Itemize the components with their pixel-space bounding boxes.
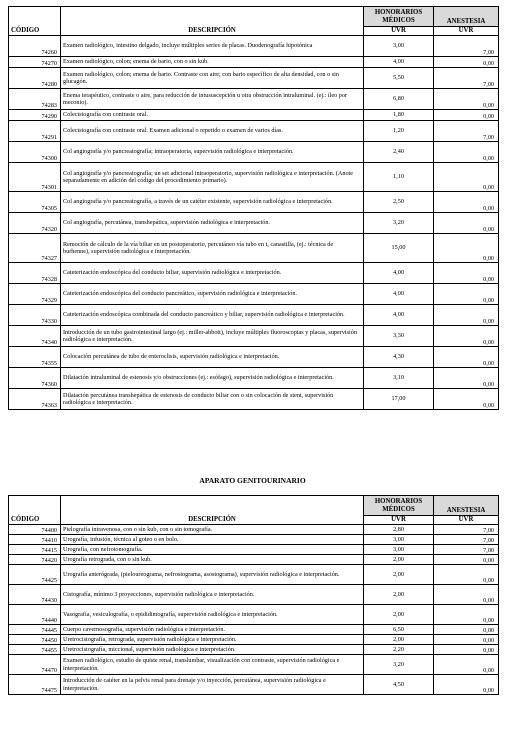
section-title: APARATO GENITOURINARIO <box>199 476 306 485</box>
honorarios-uvr-value: 4,30 <box>364 347 434 368</box>
procedure-description: Cistografía, mínimo 3 proyecciones, supervisión radiológica e interpretación. <box>61 585 364 605</box>
table-row <box>9 163 499 192</box>
procedure-description: Dilatación percutánea transhepática de estenosis de conducto biliar con o sin colocación de stent, supervisión radiológica e interpretación. <box>61 389 364 410</box>
tariff-table-genitourinary <box>8 495 499 695</box>
table-row <box>9 635 499 645</box>
procedure-code: 74270 <box>9 57 61 68</box>
procedure-code: 74291 <box>9 121 61 142</box>
honorarios-uvr-value: 3,20 <box>364 655 434 675</box>
procedure-description: Uretrocistografía, miccional, supervisión radiológica e interpretación. <box>61 645 364 655</box>
procedure-description: Enema terapéutico, contraste o aire, para reducción de intususcepción u otra obstrucción intraluminal. (ej.: íleo por meconio). <box>61 89 364 110</box>
table-row <box>9 565 499 585</box>
procedure-description: Urografía anterógrada, (pieloureograma, nefrostograma, asostograma), supervisión radiológica e interpretación. <box>61 565 364 585</box>
table-row <box>9 36 499 57</box>
anestesia-uvr-value: 0,00 <box>434 565 499 585</box>
procedure-code: 74260 <box>9 36 61 57</box>
procedure-code: 74470 <box>9 655 61 675</box>
anestesia-uvr-value: 7,00 <box>434 545 499 555</box>
table-body <box>9 525 499 695</box>
procedure-code: 74280 <box>9 68 61 89</box>
table-row <box>9 57 499 68</box>
procedure-description: Cateterización endoscópica del conducto biliar, supervisión radiológica e interpretación. <box>61 263 364 284</box>
honorarios-uvr-value: 6,50 <box>364 625 434 635</box>
honorarios-uvr-value: 2,20 <box>364 645 434 655</box>
procedure-description: Col angiografía y/o pancreatografía; un set adicional intraoperatorio, supervisión radiológica e interpretación. (Anote separadamente en adición del código del procedimiento primario). <box>61 163 364 192</box>
honorarios-uvr-value: 15,00 <box>364 234 434 263</box>
table-row <box>9 68 499 89</box>
table-row <box>9 645 499 655</box>
procedure-code: 74450 <box>9 635 61 645</box>
honorarios-uvr-value: 2,00 <box>364 635 434 645</box>
anestesia-uvr-value: 0,00 <box>434 347 499 368</box>
procedure-code: 74355 <box>9 347 61 368</box>
procedure-code: 74301 <box>9 163 61 192</box>
anestesia-uvr-value: 0,00 <box>434 263 499 284</box>
header-uvr-anestesia: UVR <box>434 516 499 525</box>
procedure-code: 74340 <box>9 326 61 347</box>
header-codigo: CÓDIGO <box>9 496 61 525</box>
anestesia-uvr-value: 0,00 <box>434 645 499 655</box>
table-row <box>9 89 499 110</box>
honorarios-uvr-value: 4,00 <box>364 57 434 68</box>
procedure-code: 74415 <box>9 545 61 555</box>
anestesia-uvr-value: 0,00 <box>434 326 499 347</box>
anestesia-uvr-value: 0,00 <box>434 234 499 263</box>
table-row <box>9 213 499 234</box>
procedure-description: Colecistografía con contraste oral. Examen adicional o repetido o examen de varios días. <box>61 121 364 142</box>
procedure-code: 74425 <box>9 565 61 585</box>
table-row <box>9 284 499 305</box>
procedure-description: Examen radiológico, estudio de quiste renal, translumbar, visualización con contraste, supervisión radiológica e interpretación. <box>61 655 364 675</box>
anestesia-uvr-value: 0,00 <box>434 655 499 675</box>
honorarios-uvr-value: 2,00 <box>364 585 434 605</box>
procedure-code: 74329 <box>9 284 61 305</box>
procedure-code: 74420 <box>9 555 61 565</box>
honorarios-uvr-value: 3,10 <box>364 368 434 389</box>
procedure-description: Cuerpo cavernosografía, supervisión radiológica e interpretación. <box>61 625 364 635</box>
procedure-description: Examen radiológico, colon; enema de bario, con o sin kub. <box>61 57 364 68</box>
header-anestesia: ANESTESIA <box>434 7 499 27</box>
procedure-description: Pielografía intravenosa, con o sin kub, con o sin tomografía. <box>61 525 364 535</box>
honorarios-uvr-value: 2,40 <box>364 142 434 163</box>
anestesia-uvr-value: 7,00 <box>434 36 499 57</box>
procedure-code: 74290 <box>9 110 61 121</box>
honorarios-uvr-value: 6,80 <box>364 89 434 110</box>
honorarios-uvr-value: 4,00 <box>364 305 434 326</box>
header-uvr-honorarios: UVR <box>364 27 434 36</box>
procedure-description: Col angiografía y/o pancreatografía, a través de un catéter existente, supervisión radiológica e interpretación. <box>61 192 364 213</box>
anestesia-uvr-value: 0,00 <box>434 305 499 326</box>
procedure-code: 74360 <box>9 368 61 389</box>
header-uvr-honorarios: UVR <box>364 516 434 525</box>
table-row <box>9 305 499 326</box>
procedure-description: Introducción de un tubo gastrointestinal largo (ej.: miller-abbott), incluye múltiples fluoroscopias y placas, supervisión radiológica e interpretación. <box>61 326 364 347</box>
honorarios-uvr-value: 17,00 <box>364 389 434 410</box>
procedure-description: Cateterización endoscópica del conducto pancreático, supervisión radiológica e interpretación. <box>61 284 364 305</box>
honorarios-uvr-value: 1,10 <box>364 163 434 192</box>
procedure-description: Cateterización endoscópica combinada del conducto pancreático y biliar, supervisión radiológica e interpretación. <box>61 305 364 326</box>
honorarios-uvr-value: 4,50 <box>364 675 434 695</box>
honorarios-uvr-value: 4,00 <box>364 263 434 284</box>
procedure-description: Vasografía, vesiculografía, o epididimografía, supervisión radiológica e interpretación. <box>61 605 364 625</box>
header-descripcion: DESCRIPCIÓN <box>61 496 364 525</box>
table-row <box>9 555 499 565</box>
procedure-code: 74305 <box>9 192 61 213</box>
procedure-code: 74363 <box>9 389 61 410</box>
procedure-description: Urografía retrograda, con o sin kub. <box>61 555 364 565</box>
table-row <box>9 142 499 163</box>
table-row <box>9 545 499 555</box>
table-row <box>9 625 499 635</box>
anestesia-uvr-value: 0,00 <box>434 555 499 565</box>
procedure-code: 74455 <box>9 645 61 655</box>
procedure-code: 74400 <box>9 525 61 535</box>
table-row <box>9 110 499 121</box>
anestesia-uvr-value: 7,00 <box>434 525 499 535</box>
header-anestesia: ANESTESIA <box>434 496 499 516</box>
procedure-code: 74300 <box>9 142 61 163</box>
anestesia-uvr-value: 0,00 <box>434 89 499 110</box>
anestesia-uvr-value: 0,00 <box>434 284 499 305</box>
table-row <box>9 605 499 625</box>
table-row <box>9 121 499 142</box>
honorarios-uvr-value: 4,00 <box>364 284 434 305</box>
honorarios-uvr-value: 5,50 <box>364 68 434 89</box>
anestesia-uvr-value: 0,00 <box>434 110 499 121</box>
anestesia-uvr-value: 0,00 <box>434 213 499 234</box>
table-row <box>9 585 499 605</box>
header-honorarios: HONORARIOS MÉDICOS <box>364 496 434 516</box>
anestesia-uvr-value: 0,00 <box>434 585 499 605</box>
procedure-description: Uretrocistografía, retrograda, supervisión radiológica e interpretación. <box>61 635 364 645</box>
procedure-code: 74440 <box>9 605 61 625</box>
table-row <box>9 525 499 535</box>
honorarios-uvr-value: 2,00 <box>364 565 434 585</box>
procedure-description: Remoción de cálculo de la vía biliar en un postoperatorio, percutáneo vía tubo en t, canastilla, (ej.: técnica de burhenne), supervisión radiológica e interpretación. <box>61 234 364 263</box>
honorarios-uvr-value: 3,20 <box>364 213 434 234</box>
anestesia-uvr-value: 0,00 <box>434 635 499 645</box>
table-row <box>9 347 499 368</box>
procedure-code: 74475 <box>9 675 61 695</box>
honorarios-uvr-value: 3,00 <box>364 36 434 57</box>
procedure-description: Examen radiológico, colon; enema de bario. Contraste con aire; con bario específico de alta densidad, con o sin glucagón. <box>61 68 364 89</box>
procedure-description: Col angiografía y/o pancreatografía; intraoperatoria, supervisión radiológica e interpretación. <box>61 142 364 163</box>
anestesia-uvr-value: 7,00 <box>434 121 499 142</box>
anestesia-uvr-value: 0,00 <box>434 163 499 192</box>
procedure-code: 74320 <box>9 213 61 234</box>
table-row <box>9 192 499 213</box>
anestesia-uvr-value: 0,00 <box>434 142 499 163</box>
honorarios-uvr-value: 1,20 <box>364 121 434 142</box>
procedure-description: Colecistografía con contraste oral. <box>61 110 364 121</box>
table-row <box>9 535 499 545</box>
procedure-description: Introducción de catéter en la pelvis renal para drenaje y/o inyección, percutánea, supervisión radiológica e interpretación. <box>61 675 364 695</box>
procedure-code: 74445 <box>9 625 61 635</box>
honorarios-uvr-value: 3,00 <box>364 535 434 545</box>
anestesia-uvr-value: 0,00 <box>434 192 499 213</box>
honorarios-uvr-value: 2,50 <box>364 192 434 213</box>
table-row <box>9 675 499 695</box>
honorarios-uvr-value: 3,00 <box>364 545 434 555</box>
anestesia-uvr-value: 7,00 <box>434 535 499 545</box>
table-row <box>9 655 499 675</box>
honorarios-uvr-value: 1,80 <box>364 110 434 121</box>
table-row <box>9 234 499 263</box>
procedure-description: Examen radiológico, intestino delgado, incluye múltiples series de placas. Duodenografía hipotónica <box>61 36 364 57</box>
anestesia-uvr-value: 0,00 <box>434 368 499 389</box>
honorarios-uvr-value: 2,00 <box>364 555 434 565</box>
procedure-code: 74330 <box>9 305 61 326</box>
procedure-code: 74328 <box>9 263 61 284</box>
procedure-description: Urografía, infusión, técnica al goteo o en bolo. <box>61 535 364 545</box>
header-descripcion: DESCRIPCIÓN <box>61 7 364 36</box>
procedure-description: Urografía, con nefrotomografía. <box>61 545 364 555</box>
anestesia-uvr-value: 0,00 <box>434 605 499 625</box>
honorarios-uvr-value: 2,80 <box>364 525 434 535</box>
header-uvr-anestesia: UVR <box>434 27 499 36</box>
header-honorarios: HONORARIOS MÉDICOS <box>364 7 434 27</box>
header-codigo: CÓDIGO <box>9 7 61 36</box>
honorarios-uvr-value: 2,00 <box>364 605 434 625</box>
procedure-description: Dilatación intraluminal de estenosis y/o obstrucciones (ej.: esófago), supervisión radiológica e interpretación. <box>61 368 364 389</box>
procedure-code: 74410 <box>9 535 61 545</box>
procedure-code: 74430 <box>9 585 61 605</box>
table-row <box>9 326 499 347</box>
anestesia-uvr-value: 0,00 <box>434 57 499 68</box>
anestesia-uvr-value: 0,00 <box>434 389 499 410</box>
procedure-description: Colocación percutánea de tubo de enteroclisis, supervisión radiológica e interpretación. <box>61 347 364 368</box>
procedure-code: 74283 <box>9 89 61 110</box>
tariff-table-digestive <box>8 6 499 410</box>
table-row <box>9 368 499 389</box>
table-row <box>9 389 499 410</box>
anestesia-uvr-value: 0,00 <box>434 625 499 635</box>
honorarios-uvr-value: 3,30 <box>364 326 434 347</box>
table-row <box>9 263 499 284</box>
table-body <box>9 36 499 410</box>
procedure-code: 74327 <box>9 234 61 263</box>
anestesia-uvr-value: 0,00 <box>434 675 499 695</box>
anestesia-uvr-value: 7,00 <box>434 68 499 89</box>
procedure-description: Col angiografía, percutánea, transhepática, supervisión radiológica e interpretación. <box>61 213 364 234</box>
